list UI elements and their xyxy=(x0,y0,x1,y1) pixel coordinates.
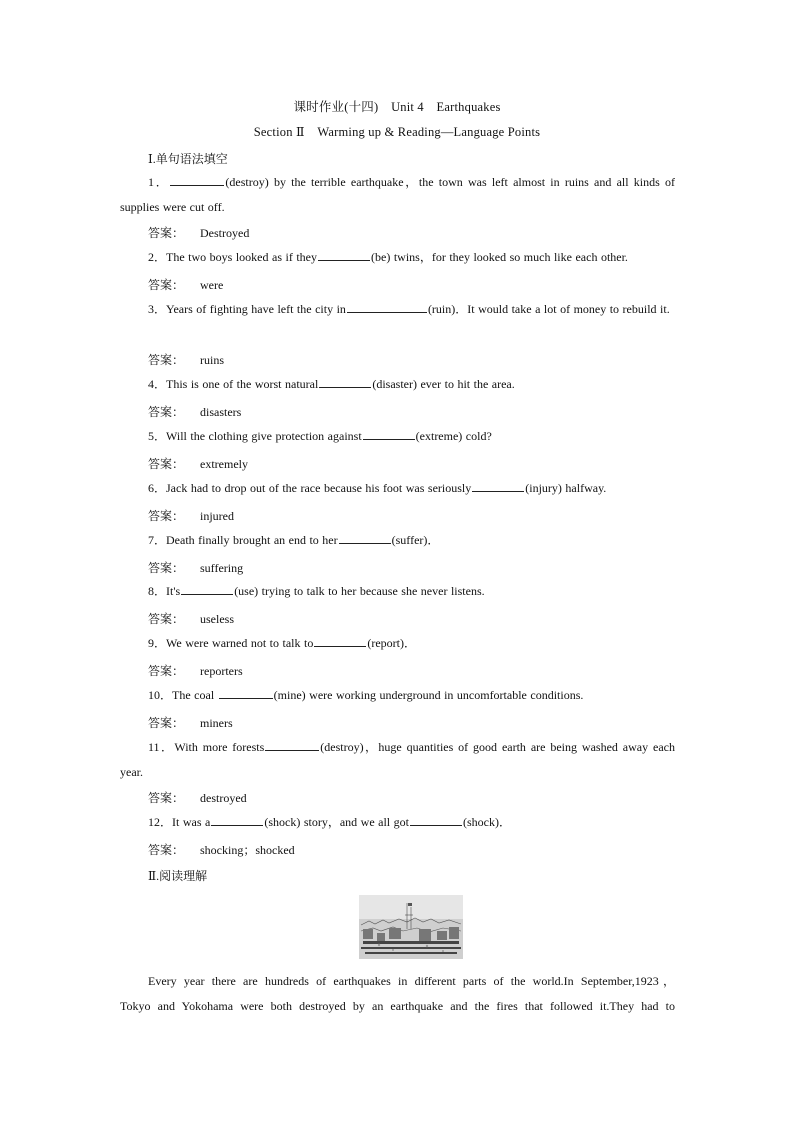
section-heading-reading: Ⅱ.阅读理解 xyxy=(148,869,208,883)
earthquake-illustration xyxy=(359,895,463,959)
section-heading-grammar: Ⅰ.单句语法填空 xyxy=(148,152,228,166)
question-2: 2．The two boys looked as if they (be) twins，for they looked so much like each other. xyxy=(148,250,628,264)
answer-6: 答案： injured xyxy=(148,509,234,523)
answer-blank xyxy=(319,375,371,388)
answer-blank xyxy=(347,300,427,313)
question-1: 1． (destroy) by the terrible earthquake，the town was left almost in ruins and all kinds of supplies were cut off. xyxy=(120,175,675,214)
answer-4: 答案： disasters xyxy=(148,405,242,419)
answer-blank xyxy=(265,738,319,751)
question-12: 12．It was a (shock) story，and we all got (shock)． xyxy=(148,815,511,829)
question-5: 5．Will the clothing give protection against (extreme) cold? xyxy=(148,429,492,443)
answer-blank xyxy=(339,531,391,544)
answer-blank xyxy=(363,427,415,440)
question-9: 9．We were warned not to talk to (report)． xyxy=(148,636,416,650)
answer-blank xyxy=(410,813,462,826)
answer-12: 答案： shocking；shocked xyxy=(148,843,295,857)
question-4: 4．This is one of the worst natural (disaster) ever to hit the area. xyxy=(148,377,515,391)
answer-9: 答案： reporters xyxy=(148,664,243,678)
answer-7: 答案： suffering xyxy=(148,561,244,575)
question-8: 8．It's (use) trying to talk to her because she never listens. xyxy=(148,584,485,598)
answer-5: 答案： extremely xyxy=(148,457,248,471)
question-10: 10．The coal (mine) were working underground in uncomfortable conditions. xyxy=(148,688,584,702)
answer-blank xyxy=(318,248,370,261)
answer-blank xyxy=(472,479,524,492)
passage-line-1: Every year there are hundreds of earthquakes in different parts of the world.In September,1923， xyxy=(148,974,675,988)
answer-blank xyxy=(219,686,273,699)
answer-11: 答案： destroyed xyxy=(148,791,247,805)
answer-blank xyxy=(211,813,263,826)
page-subtitle: Section Ⅱ Warming up & Reading—Language Points xyxy=(253,125,541,139)
question-6: 6．Jack had to drop out of the race because his foot was seriously (injury) halfway. xyxy=(148,481,607,495)
question-11: 11．With more forests (destroy)，huge quantities of good earth are being washed away each year. xyxy=(120,740,675,779)
answer-3: 答案： ruins xyxy=(148,353,224,367)
passage-line-2: Tokyo and Yokohama were both destroyed by an earthquake and the fires that followed it.They had to xyxy=(120,999,675,1013)
answer-blank xyxy=(170,173,224,186)
answer-8: 答案： useless xyxy=(148,612,234,626)
answer-10: 答案： miners xyxy=(148,716,233,730)
answer-blank xyxy=(181,582,233,595)
question-7: 7．Death finally brought an end to her (suffer)． xyxy=(148,533,440,547)
question-3: 3．Years of fighting have left the city in (ruin)．It would take a lot of money to rebuild it. xyxy=(148,302,670,316)
answer-blank xyxy=(314,634,366,647)
page-title: 课时作业(十四) Unit 4 Earthquakes xyxy=(293,100,501,114)
answer-1: 答案： Destroyed xyxy=(148,226,250,240)
answer-2: 答案： were xyxy=(148,278,224,292)
